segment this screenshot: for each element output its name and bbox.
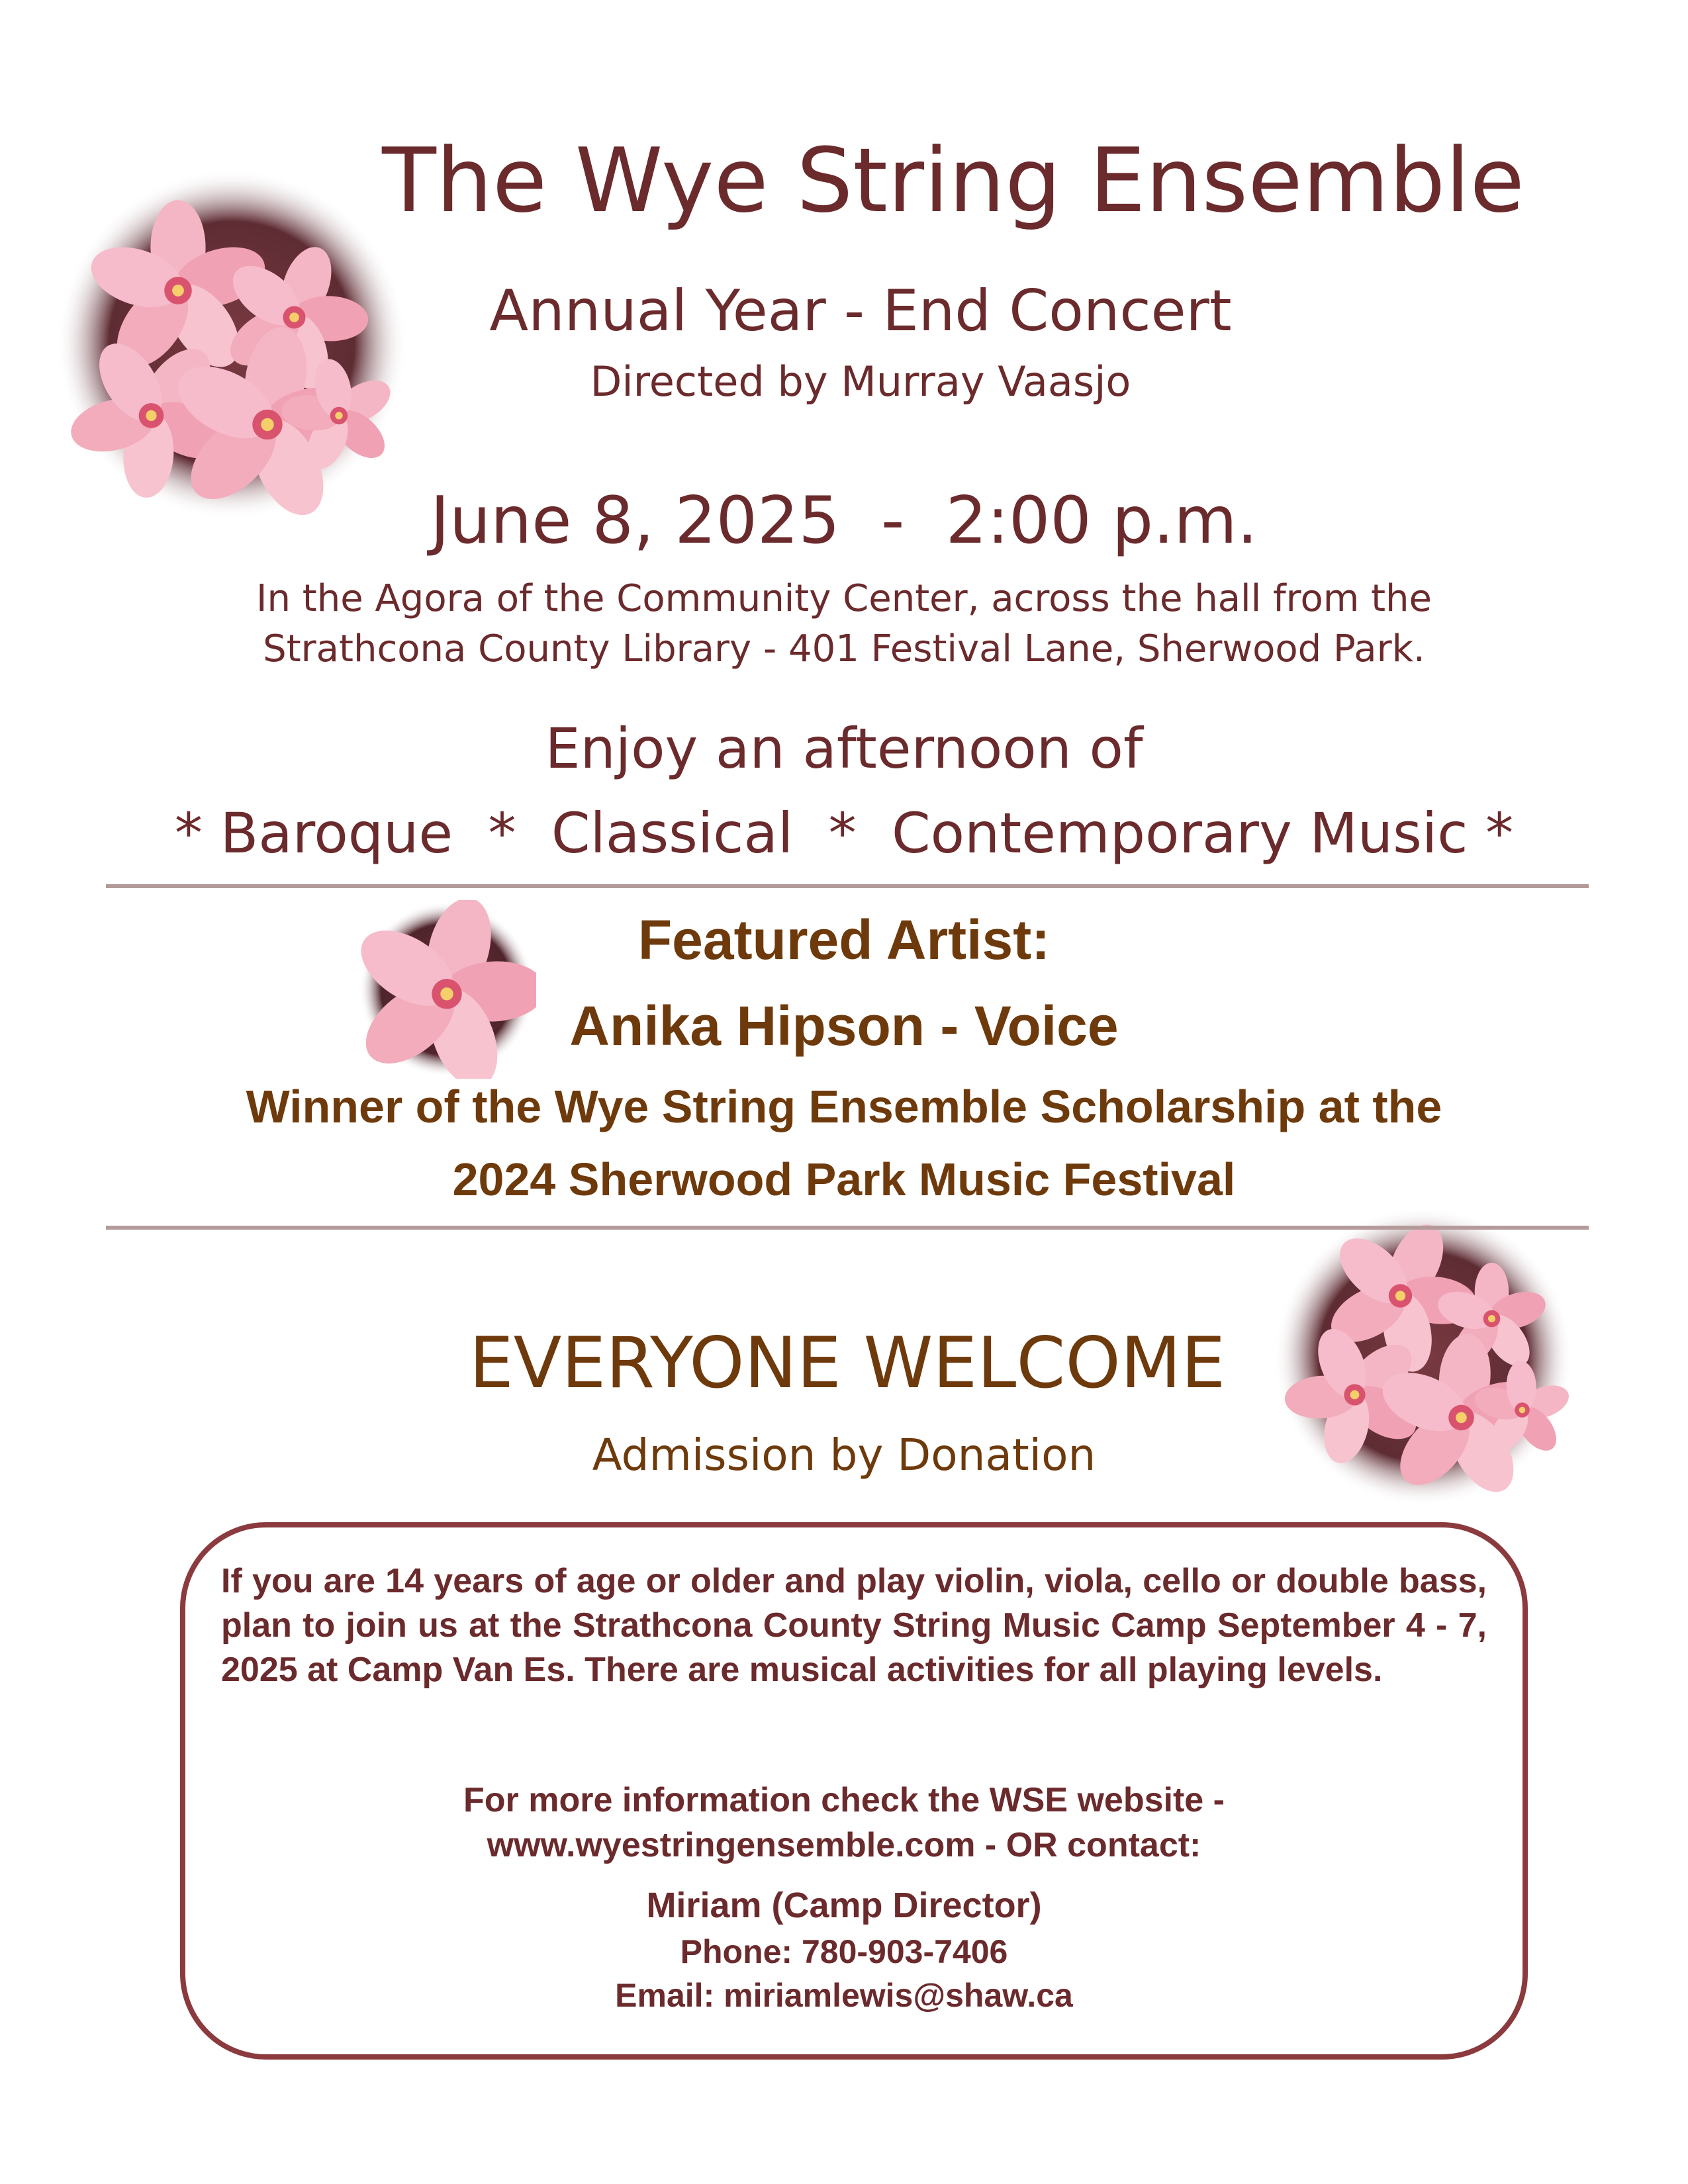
welcome-heading: EVERYONE WELCOME — [469, 1322, 1226, 1404]
featured-artist-label: Featured Artist: — [637, 909, 1051, 971]
award-line-2: 2024 Sherwood Park Music Festival — [452, 1154, 1236, 1205]
concert-subtitle: Annual Year - End Concert — [489, 278, 1232, 344]
enjoy-line: Enjoy an afternoon of — [545, 716, 1143, 781]
admission-note: Admission by Donation — [592, 1430, 1096, 1480]
contact-name: Miriam (Camp Director) — [646, 1886, 1042, 1925]
divider-top — [106, 884, 1589, 888]
website-link[interactable]: www.wyestringensemble.com - OR contact: — [487, 1826, 1201, 1864]
music-genres: * Baroque * Classical * Contemporary Music * — [174, 801, 1514, 866]
venue-line-2: Strathcona County Library - 401 Festival Lane, Sherwood Park. — [263, 627, 1425, 670]
director-line: Directed by Murray Vaasjo — [590, 357, 1131, 406]
featured-artist-name: Anika Hipson - Voice — [569, 995, 1119, 1057]
contact-phone: Phone: 780-903-7406 — [680, 1933, 1008, 1970]
event-date-time: June 8, 2025 - 2:00 p.m. — [430, 483, 1258, 559]
venue-line-1: In the Agora of the Community Center, across the hall from the — [256, 577, 1432, 620]
more-info-line-1: For more information check the WSE website - — [463, 1781, 1225, 1819]
page-title: The Wye String Ensemble — [382, 129, 1524, 232]
contact-email[interactable]: Email: miriamlewis@shaw.ca — [615, 1977, 1073, 2014]
divider-bottom — [106, 1226, 1589, 1230]
award-line-1: Winner of the Wye String Ensemble Scholarship at the — [246, 1081, 1442, 1132]
camp-description: If you are 14 years of age or older and play violin, viola, cello or double bass, plan to join us at the Strathcona County String Music Camp September 4 - 7, 2025 at Camp Van Es. There are musical activities for all playing levels. — [221, 1562, 1487, 1689]
